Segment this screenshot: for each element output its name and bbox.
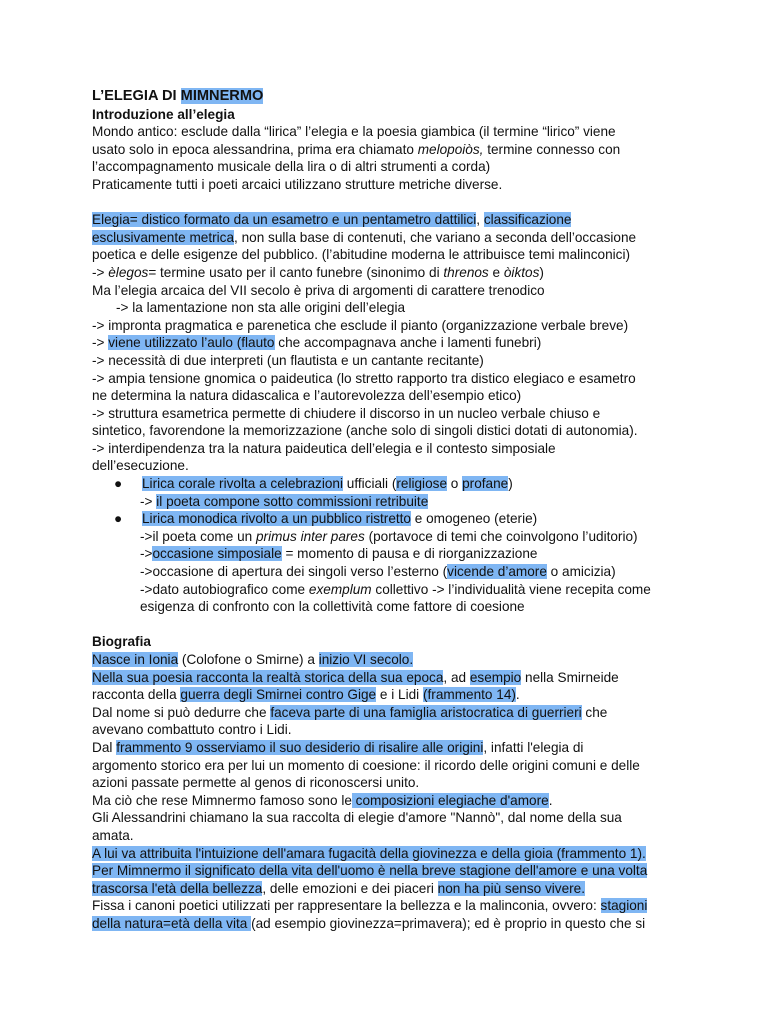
sub-bullet-line <box>92 493 692 511</box>
highlighted-text: religiose <box>396 476 447 492</box>
highlighted-text: viene utilizzato l’aulo (flauto <box>108 335 275 351</box>
text-line <box>92 370 692 388</box>
text-segment: amata. <box>92 827 134 843</box>
section-heading <box>92 106 692 124</box>
text-segment: ne determina la natura didascalica e l’autorevolezza dell’esempio etico) <box>92 388 522 404</box>
highlighted-text: Lirica corale rivolta a celebrazioni <box>142 476 343 492</box>
text-segment: -> la lamentazione non sta alle origini dell’elegia <box>116 300 406 316</box>
highlighted-text: stagioni <box>600 898 648 914</box>
document-title <box>92 88 692 106</box>
highlighted-text: Per Mimnermo il significato della vita dell'uomo è nella breve stagione dell'amore e una volta <box>92 863 648 879</box>
highlighted-text: Nasce in Ionia <box>92 652 179 667</box>
text-segment: Dal <box>92 739 117 755</box>
text-line <box>92 809 692 827</box>
highlighted-text: esclusivamente metrica <box>92 229 235 245</box>
highlighted-text: Elegia= distico formato da un esametro e un pentametro dattilici <box>92 212 477 228</box>
text-segment: -> <box>92 264 109 280</box>
text-line <box>92 141 692 159</box>
text-segment: L’ELEGIA DI <box>92 88 181 104</box>
text-segment: e i Lidi <box>376 687 423 703</box>
bullet-item <box>92 475 692 493</box>
text-line <box>92 721 692 739</box>
text-segment: . <box>548 792 553 808</box>
text-line <box>92 334 692 352</box>
sub-bullet-line <box>92 581 692 599</box>
text-segment: -> <box>140 493 157 509</box>
text-segment: threnos <box>443 264 489 280</box>
text-line <box>92 387 692 405</box>
highlighted-text: A lui va attribuita l'intuizione dell'amara fugacità della giovinezza e della gioia (frammento 1). <box>92 845 646 861</box>
highlighted-text: classificazione <box>483 212 572 228</box>
highlighted-text: composizioni elegiache d'amore <box>351 792 549 808</box>
text-segment: , non sulla base di contenuti, che variano a seconda dell’occasione <box>234 229 637 245</box>
bullet-item <box>92 510 692 528</box>
text-segment: ufficiali ( <box>342 476 397 492</box>
highlighted-text: frammento 9 osserviamo il suo desiderio di risalire alle origini <box>116 739 484 755</box>
text-segment: -> <box>140 546 153 562</box>
text-segment: Ma ciò che rese Mimnermo famoso sono le <box>92 792 352 808</box>
text-line <box>92 915 692 933</box>
highlighted-text: (frammento 14) <box>422 687 516 703</box>
text-line <box>92 897 692 915</box>
highlighted-text: inizio VI secolo. <box>318 652 414 667</box>
text-segment: e omogeneo (eterie) <box>411 511 538 527</box>
text-segment: ->il poeta come un <box>140 528 256 544</box>
highlighted-text: vicende d’amore <box>447 564 547 580</box>
text-line <box>92 669 692 687</box>
sub-bullet-line <box>92 598 692 616</box>
bullet-dot-icon: ● <box>114 511 123 527</box>
text-line <box>92 686 692 704</box>
text-segment: -> ampia tensione gnomica o paideutica (lo stretto rapporto tra distico elegiaco e esametro <box>92 370 636 386</box>
highlighted-text: non ha più senso vivere. <box>437 880 586 896</box>
text-segment: che <box>581 704 608 720</box>
text-segment: ) <box>539 264 544 280</box>
bullet-text <box>118 476 513 491</box>
text-line <box>92 176 692 194</box>
text-segment: Mondo antico: esclude dalla “lirica” l’elegia e la poesia giambica (il termine “lirico” viene <box>92 124 616 140</box>
section-heading <box>92 633 692 651</box>
text-line <box>92 704 692 722</box>
text-line <box>92 405 692 423</box>
text-segment: Introduzione all’elegia <box>92 106 235 122</box>
blank-line <box>92 194 692 212</box>
text-line <box>92 229 692 247</box>
highlighted-text: faceva parte di una famiglia aristocratica di guerrieri <box>270 704 582 720</box>
text-line <box>92 792 692 810</box>
text-line <box>92 264 692 282</box>
text-segment: = momento di pausa e di riorganizzazione <box>281 546 538 562</box>
text-line <box>92 317 692 335</box>
text-segment: Gli Alessandrini chiamano la sua raccolta di elegie d'amore "Nannò", dal nome della sua <box>92 810 622 826</box>
highlighted-text: esempio <box>469 669 522 685</box>
text-segment: (ad esempio giovinezza=primavera); ed è proprio in questo che si <box>251 915 646 931</box>
text-line <box>92 158 692 176</box>
blank-line <box>92 616 692 634</box>
highlighted-text: guerra degli Smirnei contro Gige <box>180 687 377 703</box>
highlighted-text: occasione simposiale <box>152 546 282 562</box>
text-segment: collettivo -> l’individualità viene recepita come <box>371 581 651 597</box>
text-segment: primus inter pares <box>256 528 365 544</box>
text-line <box>92 845 692 863</box>
text-segment: èlegos <box>108 264 149 280</box>
text-segment: Biografia <box>92 634 151 650</box>
text-segment: Praticamente tutti i poeti arcaici utilizzano strutture metriche diverse. <box>92 176 503 192</box>
highlighted-text: il poeta compone sotto commissioni retribuite <box>156 493 429 509</box>
text-segment: melopoiòs, <box>417 141 484 157</box>
text-segment: , infatti l'elegia di <box>483 739 584 755</box>
text-segment: -> necessità di due interpreti (un flautista e un cantante recitante) <box>92 352 484 368</box>
text-line <box>92 123 692 141</box>
text-line <box>92 352 692 370</box>
text-segment: usato solo in epoca alessandrina, prima era chiamato <box>92 141 418 157</box>
text-segment: -> interdipendenza tra la natura paideutica dell’elegia e il contesto simposiale <box>92 440 556 456</box>
sub-bullet-line <box>92 563 692 581</box>
text-segment: argomento storico era per lui un momento di coesione: il ricordo delle origini comuni e delle <box>92 757 640 773</box>
text-line <box>92 422 692 440</box>
text-segment: o <box>447 476 463 492</box>
text-segment: Fissa i canoni poetici utilizzati per rappresentare la bellezza e la malinconia, ovvero: <box>92 898 601 914</box>
text-line <box>92 211 692 229</box>
text-line <box>92 757 692 775</box>
text-segment: (Colofone o Smirne) a <box>178 652 319 667</box>
text-line <box>92 282 692 300</box>
text-segment: e <box>488 264 504 280</box>
text-segment: o amicizia) <box>546 564 616 580</box>
text-segment: -> <box>92 335 109 351</box>
text-segment: ->occasione di apertura dei singoli verso l’esterno ( <box>140 564 448 580</box>
text-segment: termine connesso con <box>483 141 621 157</box>
text-segment: nella Smirneide <box>521 669 619 685</box>
text-segment: -> struttura esametrica permette di chiudere il discorso in un nucleo verbale chiuso e <box>92 405 601 421</box>
text-segment: esigenza di confronto con la collettività come fattore di coesione <box>140 599 525 615</box>
text-segment: = termine usato per il canto funebre (sinonimo di <box>148 264 444 280</box>
text-segment: azioni passate permette al genos di riconoscersi unito. <box>92 775 420 791</box>
highlighted-text: profane <box>462 476 509 492</box>
text-segment: avevano combattuto contro i Lidi. <box>92 722 292 738</box>
highlighted-text: MIMNERMO <box>180 88 264 104</box>
highlighted-text: trascorsa l'età della bellezza <box>92 880 263 896</box>
text-segment: exemplum <box>308 581 372 597</box>
text-segment: Ma l’elegia arcaica del VII secolo è priva di argomenti di carattere trenodico <box>92 282 545 298</box>
indented-line <box>92 299 692 317</box>
highlighted-text: della natura=età della vita <box>92 915 252 931</box>
text-segment: poetica e delle esigenze del pubblico. (l’abitudine moderna le attribuisce temi malinconici) <box>92 247 631 263</box>
sub-bullet-line <box>92 528 692 546</box>
text-segment: -> impronta pragmatica e parenetica che esclude il pianto (organizzazione verbale breve) <box>92 317 629 333</box>
text-line <box>92 457 692 475</box>
text-line <box>92 440 692 458</box>
text-segment: dell’esecuzione. <box>92 458 189 474</box>
text-segment: racconta della <box>92 687 181 703</box>
text-line <box>92 246 692 264</box>
text-line <box>92 880 692 898</box>
bullet-text <box>118 511 537 526</box>
text-segment: sintetico, favorendone la memorizzazione (anche solo di singoli distici dotati di autonomia). <box>92 423 638 439</box>
text-line <box>92 827 692 845</box>
text-segment: . <box>515 687 520 703</box>
text-segment: òiktos <box>503 264 540 280</box>
text-line <box>92 739 692 757</box>
text-segment: ->dato autobiografico come <box>140 581 309 597</box>
document-page <box>92 88 692 933</box>
text-segment: Dal nome si può dedurre che <box>92 704 271 720</box>
sub-bullet-line <box>92 545 692 563</box>
text-segment: , ad <box>443 669 470 685</box>
text-segment: l’accompagnamento musicale della lira o di altri strumenti a corda) <box>92 159 491 175</box>
bullet-dot-icon: ● <box>114 476 123 492</box>
text-line <box>92 774 692 792</box>
text-segment: (portavoce di temi che coinvolgono l’uditorio) <box>364 528 638 544</box>
highlighted-text: Lirica monodica rivolto a un pubblico ristretto <box>142 511 411 527</box>
text-line <box>92 651 692 669</box>
text-segment: , delle emozioni e dei piaceri <box>262 880 438 896</box>
text-segment: , <box>476 212 484 228</box>
text-line <box>92 862 692 880</box>
text-segment: che accompagnava anche i lamenti funebri) <box>274 335 542 351</box>
text-segment: ) <box>508 476 513 492</box>
highlighted-text: Nella sua poesia racconta la realtà storica della sua epoca <box>92 669 444 685</box>
